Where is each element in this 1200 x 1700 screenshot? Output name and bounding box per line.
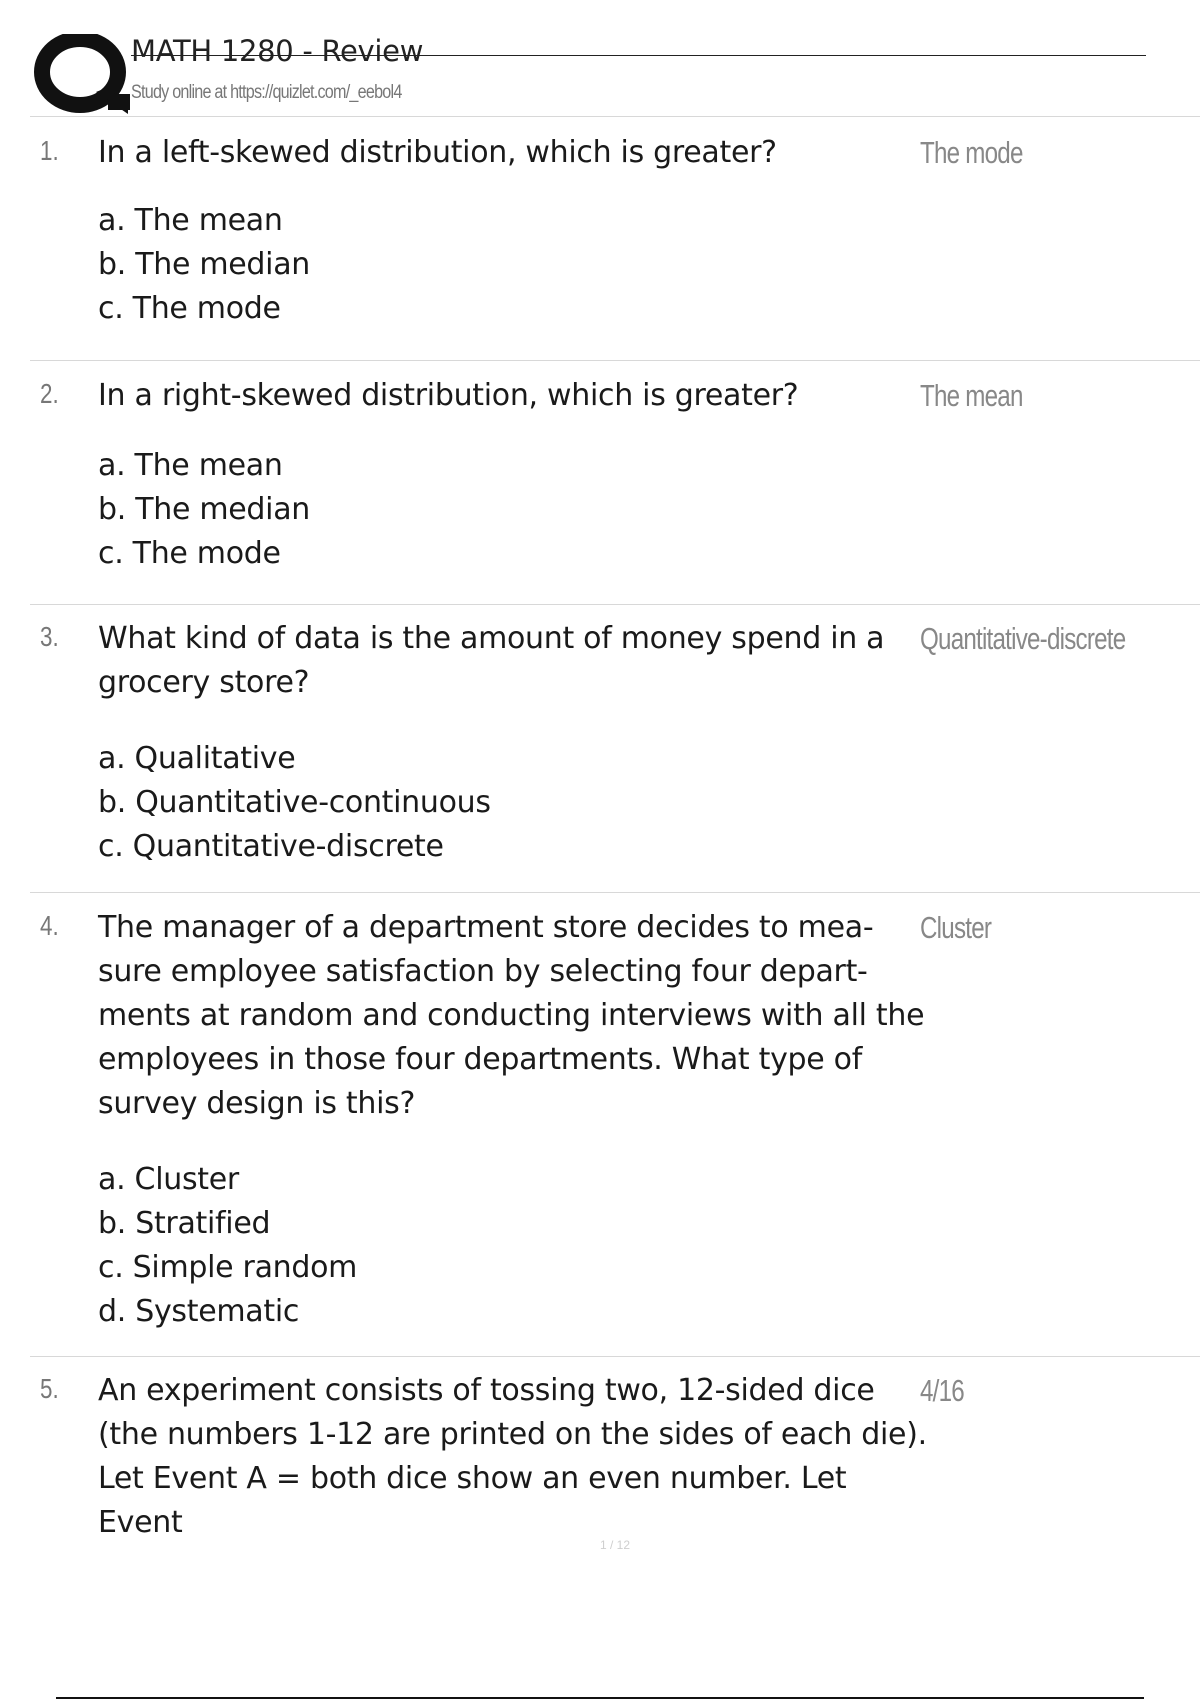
page-number: 1 / 12: [600, 1538, 631, 1552]
question-text: In a left-skewed distribution, which is greater?: [98, 135, 777, 170]
question-text: The manager of a department store decides to mea- sure employee satisfaction by selecting four depart- ments at random and conducting interviews with all the employees in those four departments. What type of survey design is this?: [98, 910, 925, 1121]
study-online-link[interactable]: Study online at https://quizlet.com/_eebol4: [131, 82, 402, 103]
question-number: 1.: [40, 135, 59, 166]
question-number: 4.: [40, 910, 59, 941]
question-text: In a right-skewed distribution, which is greater?: [98, 378, 799, 413]
option-item: b. The median: [98, 247, 311, 282]
question-text: What kind of data is the amount of money spend in a grocery store?: [98, 621, 885, 700]
option-item: c. Quantitative-discrete: [98, 829, 444, 864]
question-divider: [30, 1356, 1200, 1357]
question-answer: The mean: [920, 378, 1023, 413]
question-divider: [30, 892, 1200, 893]
header-divider: [30, 116, 1200, 117]
quizlet-q-logo-icon: [30, 34, 140, 114]
option-item: b. Stratified: [98, 1206, 271, 1241]
option-item: c. The mode: [98, 536, 281, 571]
question-text: An experiment consists of tossing two, 12-sided dice (the numbers 1-12 are printed on the sides of each die). Let Event A = both dice show an even number. Let Event: [98, 1373, 927, 1540]
page-title: MATH 1280 - Review: [131, 34, 424, 68]
option-item: a. The mean: [98, 448, 283, 483]
footer-divider: [56, 1697, 1144, 1699]
document-header: [30, 30, 1145, 118]
question-answer: Quantitative-discrete: [920, 621, 1126, 656]
question-divider: [30, 360, 1200, 361]
question-answer: The mode: [920, 135, 1023, 170]
question-answer: 4/16: [920, 1373, 964, 1408]
option-item: a. The mean: [98, 203, 283, 238]
option-item: d. Systematic: [98, 1294, 300, 1329]
option-item: c. The mode: [98, 291, 281, 326]
option-item: a. Qualitative: [98, 741, 296, 776]
option-list: [98, 199, 310, 331]
question-number: 2.: [40, 378, 59, 409]
option-item: c. Simple random: [98, 1250, 358, 1285]
option-item: b. The median: [98, 492, 311, 527]
option-list: [98, 737, 491, 869]
question-number: 5.: [40, 1373, 59, 1404]
question-answer: Cluster: [920, 910, 992, 945]
option-list: [98, 1158, 357, 1334]
question-divider: [30, 604, 1200, 605]
question-number: 3.: [40, 621, 59, 652]
option-list: [98, 444, 310, 576]
option-item: a. Cluster: [98, 1162, 239, 1197]
option-item: b. Quantitative-continuous: [98, 785, 491, 820]
